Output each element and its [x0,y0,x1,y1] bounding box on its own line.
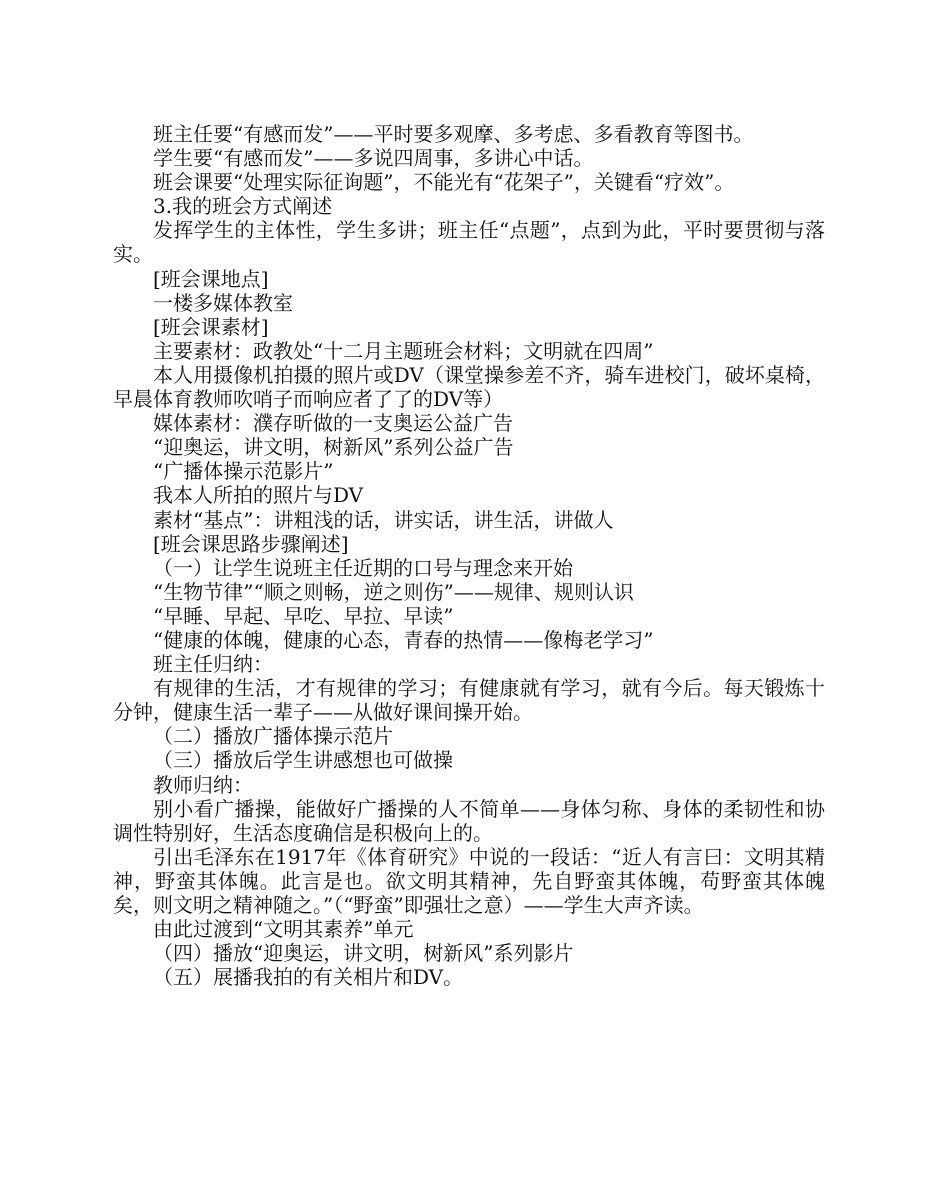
paragraph: “生物节律”“顺之则畅，逆之则伤”——规律、规则认识 [153,579,634,604]
paragraph: 我本人所拍的照片与DV [153,483,364,508]
paragraph: 主要素材：政教处“十二月主题班会材料；文明就在四周” [153,338,654,363]
paragraph: 引出毛泽东在1917年《体育研究》中说的一段话：“近人有言曰：文明其精神，野蛮其体魄。此言是也。欲文明其精神，先自野蛮其体魄，苟野蛮其体魄矣，则文明之精神随之。”（“野蛮”即强壮之意）——学生大声齐读。 [113,844,825,917]
paragraph: 本人用摄像机拍摄的照片或DV（课堂操参差不齐，骑车进校门，破坏桌椅，早晨体育教师吹哨子而响应者了了的DV等） [113,362,825,412]
paragraph: “早睡、早起、早吃、早拉、早读” [153,603,454,628]
paragraph: “健康的体魄，健康的心态，青春的热情——像梅老学习” [153,627,654,652]
step-item: （三）播放后学生讲感想也可做操 [153,748,453,773]
paragraph: 学生要“有感而发”——多说四周事，多讲心中话。 [153,146,594,171]
step-item: （五）展播我拍的有关相片和DV。 [153,965,464,990]
paragraph: 有规律的生活，才有规律的学习；有健康就有学习，就有今后。每天锻炼十分钟，健康生活一辈子——从做好课间操开始。 [113,676,825,725]
section-heading: 3.我的班会方式阐述 [153,194,333,219]
paragraph: 班主任要“有感而发”——平时要多观摩、多考虑、多看教育等图书。 [153,122,754,146]
paragraph: 别小看广播操，能做好广播操的人不简单——身体匀称、身体的柔韧性和协调性特别好，生活态度确信是积极向上的。 [113,796,825,845]
paragraph: “广播体操示范影片” [153,459,334,484]
document-body [113,122,825,989]
section-label: [班会课素材] [153,314,269,339]
step-item: （四）播放“迎奥运，讲文明，树新风”系列影片 [153,941,574,966]
section-label: [班会课地点] [153,266,269,291]
section-label: [班会课思路步骤阐述] [153,531,349,556]
paragraph: 发挥学生的主体性，学生多讲；班主任“点题”，点到为此，平时要贯彻与落实。 [113,218,825,267]
step-item: （二）播放广播体操示范片 [153,724,393,749]
paragraph: 素材“基点”：讲粗浅的话，讲实话，讲生活，讲做人 [153,507,614,532]
paragraph: 一楼多媒体教室 [153,290,293,315]
paragraph: 班主任归纳： [153,652,273,677]
step-item: （一）让学生说班主任近期的口号与理念来开始 [153,555,573,580]
paragraph: 班会课要“处理实际征询题”，不能光有“花架子”，关键看“疗效”。 [153,170,735,195]
paragraph: 教师归纳： [153,772,253,797]
paragraph: “迎奥运，讲文明，树新风”系列公益广告 [153,435,514,460]
paragraph: 媒体素材：濮存昕做的一支奥运公益广告 [153,411,513,436]
paragraph: 由此过渡到“文明其素养”单元 [153,917,414,942]
